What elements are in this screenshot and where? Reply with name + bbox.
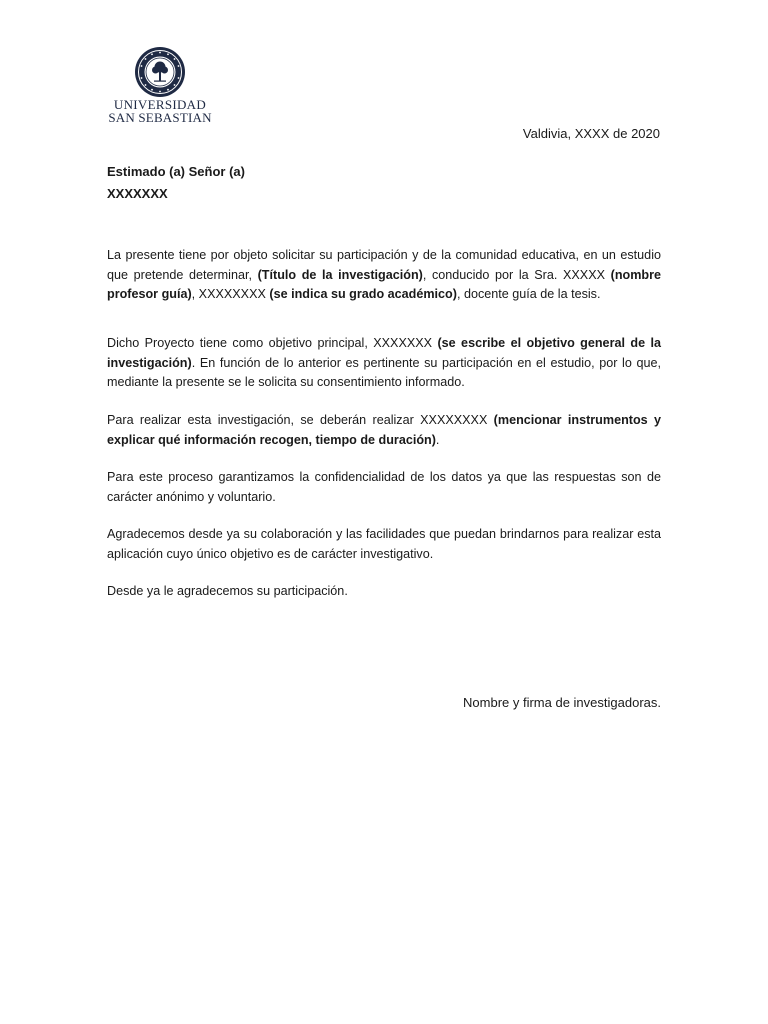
p3-text-a: Para realizar esta investigación, se deberán realizar XXXXXXXX	[107, 413, 494, 427]
p1-advisor-name: (nombre profesor guía)	[107, 267, 661, 301]
p2-general-objective: (se escribe el objetivo general de la investigación)	[107, 336, 661, 370]
university-logo	[104, 46, 216, 126]
p1-text-a: La presente tiene por objeto solicitar su participación y de la comunidad educativa, en un estudio que pretende determinar,	[107, 248, 661, 282]
signature-line: Nombre y firma de investigadoras.	[463, 695, 661, 710]
p1-text-g: , docente guía de la tesis.	[456, 287, 601, 301]
university-seal-icon	[134, 46, 186, 98]
p3-text-c: .	[435, 432, 440, 447]
paragraph-objective	[107, 334, 661, 393]
p1-text-e: , XXXXXXXX	[191, 287, 270, 301]
p2-text-a: Dicho Proyecto tiene como objetivo principal, XXXXXXX	[107, 336, 438, 350]
letter-date: Valdivia, XXXX de 2020	[522, 126, 660, 141]
salutation	[107, 161, 245, 205]
salutation-greeting: Estimado (a) Señor (a)	[107, 164, 245, 179]
p2-text-c: . En función de lo anterior es pertinente su participación en el estudio, por lo que, mediante la presente se le solicita su consentimiento informado.	[107, 355, 661, 389]
paragraph-confidentiality: Para este proceso garantizamos la confidencialidad de los datos ya que las respuestas son de carácter anónimo y voluntario.	[107, 470, 661, 504]
paragraph-introduction	[107, 246, 661, 305]
university-name-line1: UNIVERSIDAD	[113, 97, 207, 112]
p1-research-title: (Título de la investigación)	[257, 267, 423, 282]
university-wordmark	[104, 98, 216, 124]
salutation-name: XXXXXXX	[107, 186, 168, 201]
university-name-line2: SAN SEBASTIAN	[108, 110, 212, 125]
paragraph-closing: Desde ya le agradecemos su participación.	[107, 584, 348, 598]
paragraph-instruments	[107, 411, 661, 450]
paragraph-thanks: Agradecemos desde ya su colaboración y las facilidades que puedan brindarnos para realizar esta aplicación cuyo único objetivo es de carácter investigativo.	[107, 527, 661, 561]
p3-instruments-note: (mencionar instrumentos y explicar qué información recogen, tiempo de duración)	[107, 413, 661, 447]
p1-text-c: , conducido por la Sra. XXXXX	[422, 267, 611, 282]
p1-academic-degree: (se indica su grado académico)	[269, 287, 457, 301]
